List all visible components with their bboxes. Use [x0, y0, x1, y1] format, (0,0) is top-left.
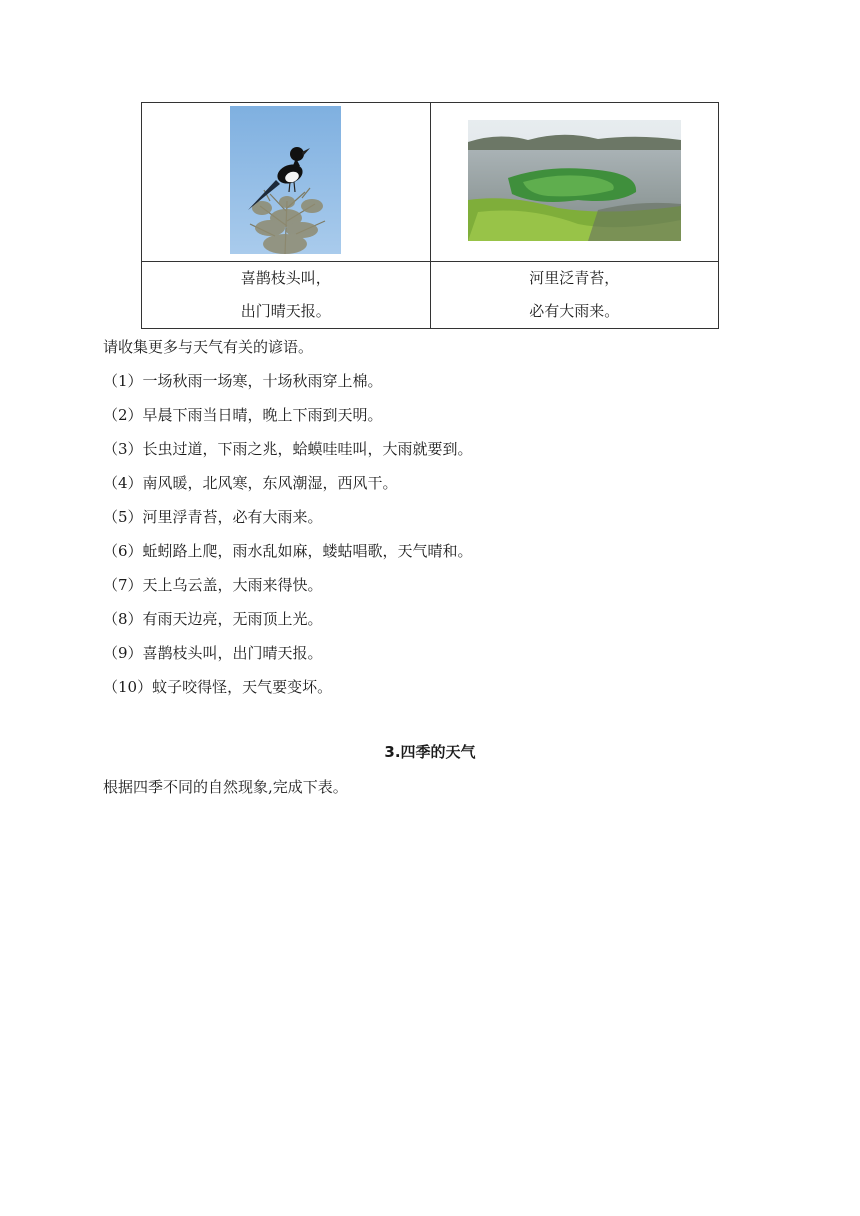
list-item: （6）蚯蚓路上爬，雨水乱如麻，蝼蛄唱歌，天气晴和。	[103, 542, 473, 560]
magpie-image-cell	[142, 103, 431, 262]
proverb-picture-table	[141, 102, 719, 329]
list-item: （5）河里浮青苔，必有大雨来。	[103, 508, 323, 526]
list-item: （4）南风暖，北风寒，东风潮湿，西风干。	[103, 474, 398, 492]
algae-proverb-line-1: 河里泛青苔，	[529, 269, 620, 287]
list-item: （8）有雨天边亮，无雨顶上光。	[103, 610, 323, 628]
algae-proverb-line-2: 必有大雨来。	[529, 302, 620, 320]
section-heading: 3.四季的天气	[384, 743, 476, 761]
magpie-proverb-line-1: 喜鹊枝头叫，	[240, 269, 331, 287]
list-item: （3）长虫过道，下雨之兆，蛤蟆哇哇叫，大雨就要到。	[103, 440, 473, 458]
collect-proverbs-instruction: 请收集更多与天气有关的谚语。	[103, 338, 314, 356]
algae-proverb-cell	[430, 262, 719, 329]
section-instruction: 根据四季不同的自然现象,完成下表。	[103, 778, 348, 796]
list-item: （1）一场秋雨一场寒，十场秋雨穿上棉。	[103, 372, 383, 390]
list-item: （10）蚊子咬得怪，天气要变坏。	[103, 678, 333, 696]
magpie-photo	[230, 106, 341, 254]
list-item: （7）天上乌云盖，大雨来得快。	[103, 576, 323, 594]
magpie-proverb-line-2: 出门晴天报。	[240, 302, 331, 320]
river-algae-photo	[468, 120, 681, 241]
proverb-list	[103, 370, 473, 710]
river-image-cell	[430, 103, 719, 262]
list-item: （2）早晨下雨当日晴，晚上下雨到天明。	[103, 406, 383, 424]
magpie-proverb-cell	[142, 262, 431, 329]
list-item: （9）喜鹊枝头叫，出门晴天报。	[103, 644, 323, 662]
